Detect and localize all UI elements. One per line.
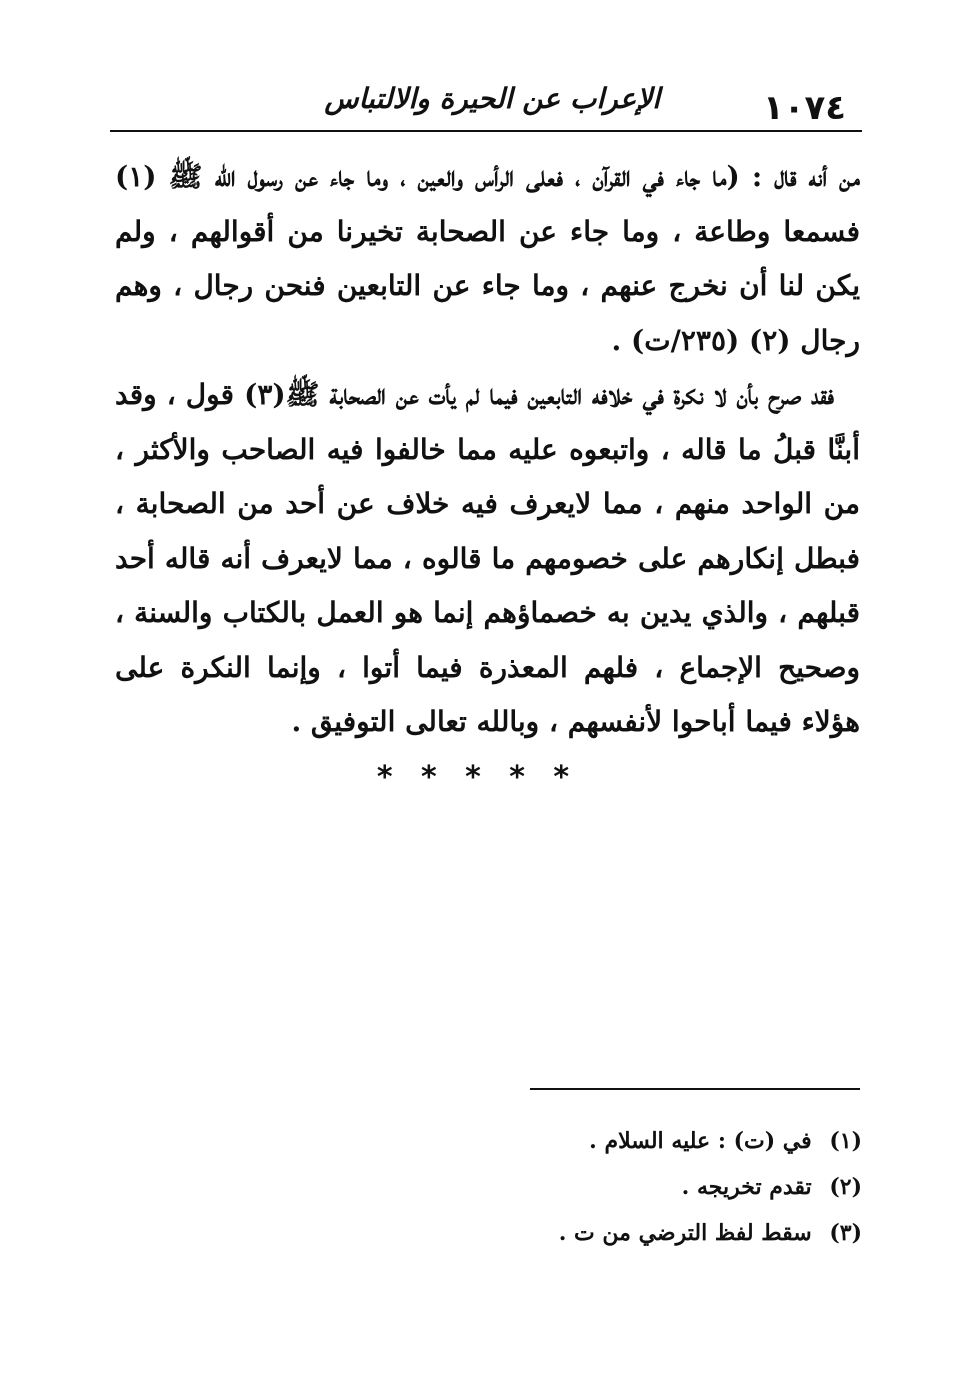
- footnote-text: تقدم تخريجه .: [681, 1174, 812, 1200]
- footnote-text: في (ت) : عليه السلام .: [589, 1128, 812, 1154]
- footnote-2: [470, 1164, 862, 1210]
- running-title: الإعراب عن الحيرة والالتباس: [324, 82, 660, 115]
- footnote-rule: [530, 1088, 860, 1090]
- footnote-text: سقط لفظ الترضي من ت .: [558, 1220, 812, 1246]
- footnote-number: (٣): [829, 1220, 862, 1246]
- paragraph-1: من أنه قال : (ما جاء في القرآن ، فعلى الرأس والعين ، وما جاء عن رسول الله ﷺ (١) فسمعا وطاعة ، وما جاء عن الصحابة تخيرنا من أقوالهم ، ولم يكن لنا أن نخرج عنهم ، وما جاء عن التابعين فنحن رجال ، وهم رجال (٢) (٢٣٥/ت) .: [115, 160, 861, 357]
- page-header: [110, 78, 860, 130]
- section-separator: * * * * *: [376, 760, 579, 795]
- footnotes: [470, 1118, 862, 1256]
- paragraph-2: فقد صرح بأن لا نكرة في خلافه التابعين فيما لم يأت عن الصحابة ﷺ(٣) قول ، وقد أبنَّا قبلُ ما قاله ، واتبعوه عليه مما خالفوا فيه الصاحب والأكثر ، من الواحد منهم ، مما لايعرف فيه خلاف عن أحد من الصحابة ، فبطل إنكارهم على خصومهم ما قالوه ، مما لايعرف أنه قاله أحد قبلهم ، والذي يدين به خصماؤهم إنما هو العمل بالكتاب والسنة ، وصحيح الإجماع ، فلهم المعذرة فيما أتوا ، وإنما النكرة على هؤلاء فيما أباحوا لأنفسهم ، وبالله تعالى التوفيق .: [115, 378, 860, 738]
- header-rule: [110, 130, 862, 132]
- footnote-number: (١): [829, 1128, 862, 1154]
- page-number: ١٠٧٤: [762, 88, 846, 128]
- main-text: [115, 150, 860, 750]
- footnote-3: [470, 1210, 862, 1256]
- footnote-number: (٢): [829, 1174, 862, 1200]
- footnote-1: [470, 1118, 862, 1164]
